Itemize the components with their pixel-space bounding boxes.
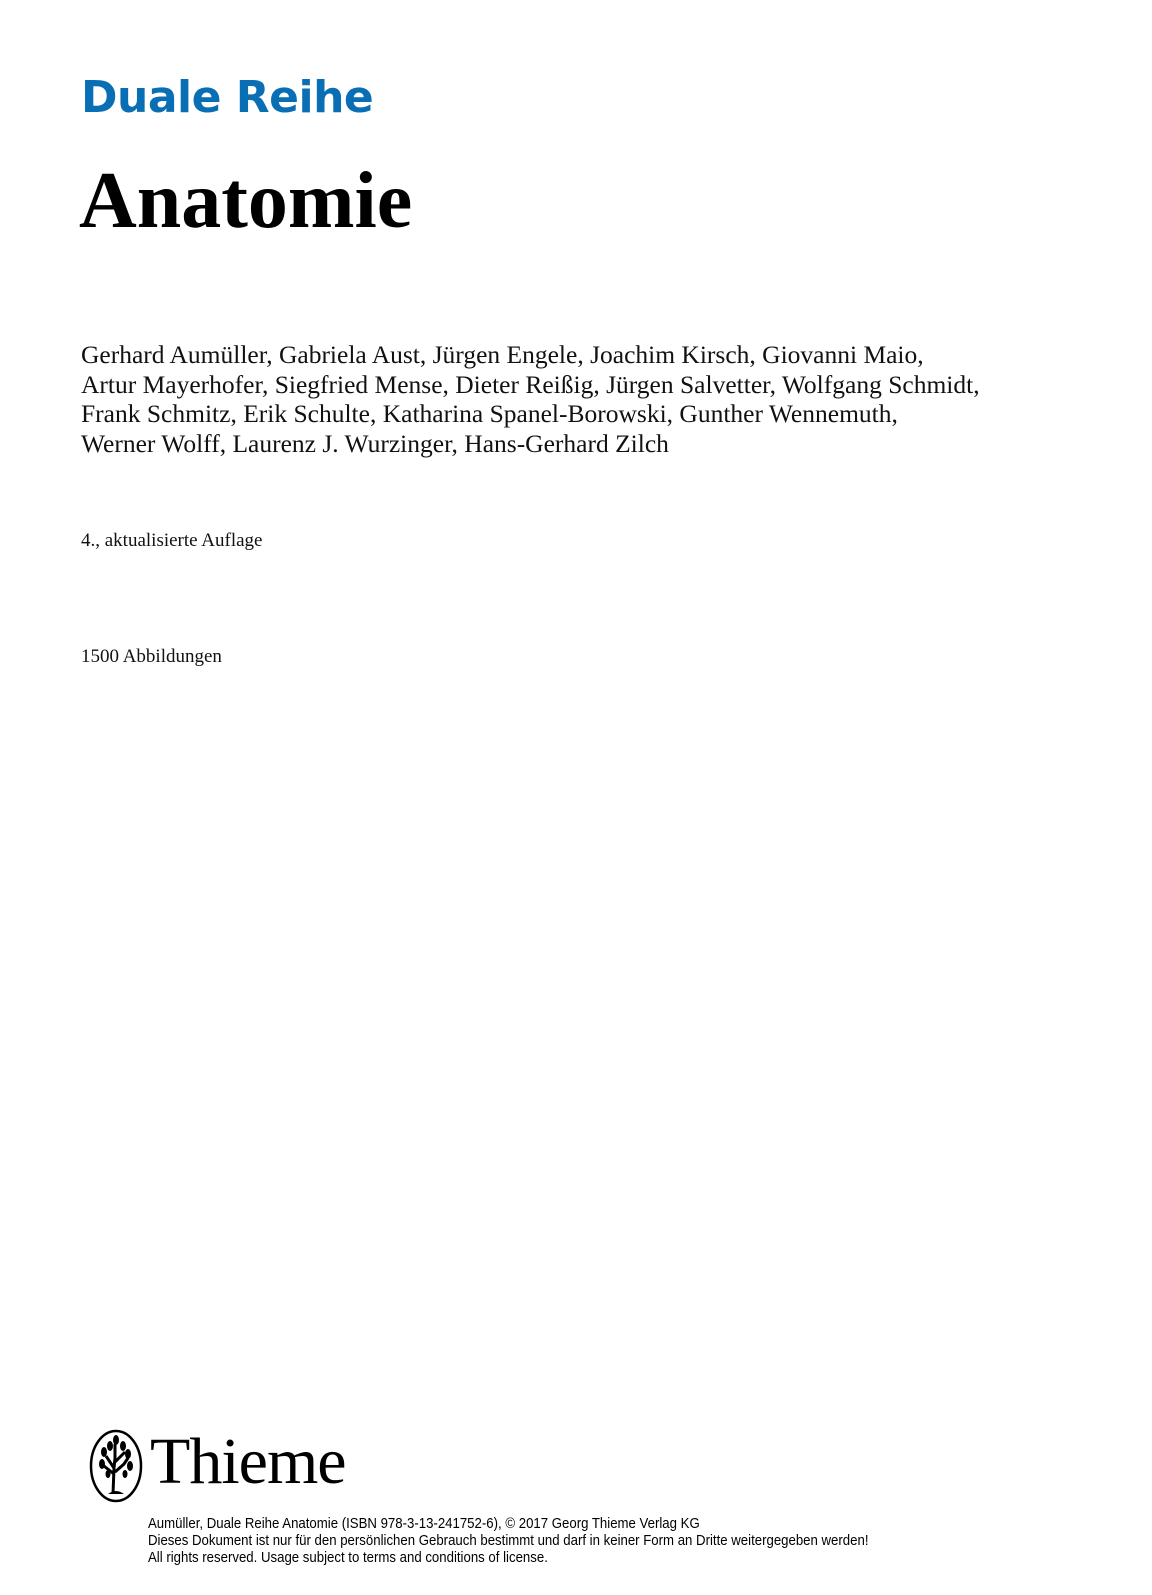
- tree-in-oval-icon: [88, 1428, 144, 1504]
- series-name: Duale Reihe: [81, 72, 374, 123]
- figure-count: 1500 Abbildungen: [81, 646, 222, 667]
- author-line: Werner Wolff, Laurenz J. Wurzinger, Hans-Gerhard Zilch: [81, 428, 669, 458]
- footer-line: Aumüller, Duale Reihe Anatomie (ISBN 978-3-13-241752-6), © 2017 Georg Thieme Verlag KG: [148, 1515, 700, 1532]
- edition: 4., aktualisierte Auflage: [81, 530, 263, 551]
- author-list: [81, 340, 980, 458]
- author-line: Frank Schmitz, Erik Schulte, Katharina Spanel-Borowski, Gunther Wennemuth,: [81, 399, 898, 429]
- author-line: Artur Mayerhofer, Siegfried Mense, Dieter Reißig, Jürgen Salvetter, Wolfgang Schmidt,: [81, 369, 980, 399]
- book-title: Anatomie: [79, 157, 413, 245]
- footer-line: All rights reserved. Usage subject to terms and conditions of license.: [148, 1549, 548, 1566]
- author-line: Gerhard Aumüller, Gabriela Aust, Jürgen Engele, Joachim Kirsch, Giovanni Maio,: [81, 340, 924, 369]
- license-footer: [148, 1515, 869, 1566]
- footer-line: Dieses Dokument ist nur für den persönlichen Gebrauch bestimmt und darf in keiner Form an Dritte weitergegeben werden!: [148, 1532, 869, 1549]
- publisher-logo-text: Thieme: [150, 1425, 346, 1498]
